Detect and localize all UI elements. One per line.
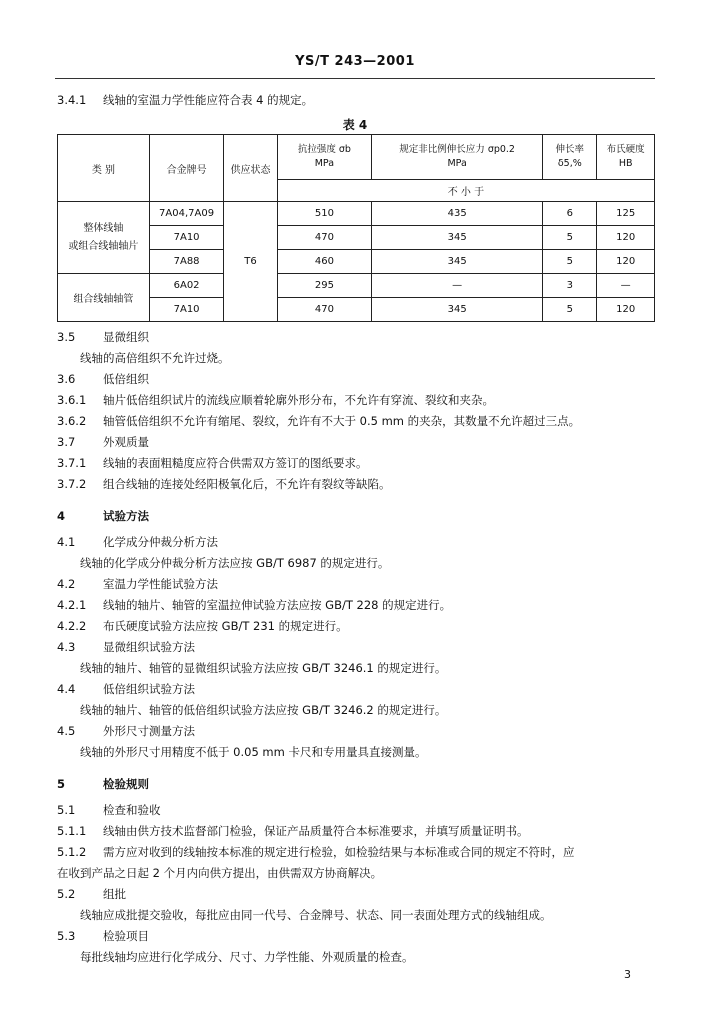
cell-tensile: 470 xyxy=(277,226,371,250)
cell-hardness: 120 xyxy=(597,250,655,274)
clause-line xyxy=(57,371,149,387)
clause-line xyxy=(57,455,368,471)
cell-yield: 345 xyxy=(371,226,542,250)
clause-text: 检验规则 xyxy=(103,777,149,791)
clause-number: 4.3 xyxy=(57,640,76,654)
page-number: 3 xyxy=(624,968,631,981)
clause-text: 组合线轴的连接处经阳极氧化后，不允许有裂纹等缺陷。 xyxy=(103,477,391,491)
clause-line xyxy=(57,723,195,739)
cell-tensile: 510 xyxy=(277,202,371,226)
clause-number: 3.6 xyxy=(57,372,76,386)
clause-line xyxy=(57,476,391,492)
cell-tensile: 470 xyxy=(277,298,371,322)
clause-line xyxy=(57,802,161,818)
cell-hardness: 120 xyxy=(597,226,655,250)
clause-number: 4.2 xyxy=(57,577,76,591)
cell-elongation: 5 xyxy=(543,226,597,250)
cell-elongation: 5 xyxy=(543,250,597,274)
clause-number: 3.7 xyxy=(57,435,76,449)
clause-text: 组批 xyxy=(103,887,126,901)
cell-tensile: 460 xyxy=(277,250,371,274)
header-tensile-label: 抗拉强度 σb xyxy=(297,143,351,155)
clause-number: 5.3 xyxy=(57,929,76,943)
clause-line xyxy=(57,681,195,697)
header-yield xyxy=(371,135,542,180)
cell-yield: — xyxy=(371,274,542,298)
clause-line xyxy=(80,907,552,923)
header-hardness xyxy=(597,135,655,180)
clause-line xyxy=(57,534,218,550)
header-yield-label: 规定非比例伸长应力 σp0.2 xyxy=(399,143,515,155)
clause-line xyxy=(57,329,149,345)
clause-number: 3.6.2 xyxy=(57,414,87,428)
clause-number: 3.5 xyxy=(57,330,76,344)
header-hardness-unit: HB xyxy=(618,157,633,169)
table-caption: 表 4 xyxy=(342,118,368,132)
clause-line xyxy=(80,555,389,571)
clause-text: 线轴的表面粗糙度应符合供需双方签订的图纸要求。 xyxy=(103,456,368,470)
header-alloy: 合金牌号 xyxy=(149,135,223,202)
clause-number: 4.5 xyxy=(57,724,76,738)
mechanical-properties-table xyxy=(57,134,655,322)
cell-yield: 435 xyxy=(371,202,542,226)
standard-header: YS/T 243—2001 xyxy=(295,54,415,69)
clause-number: 3.4.1 xyxy=(57,93,87,107)
clause-line xyxy=(80,949,414,965)
clause-3-4-1 xyxy=(57,92,313,108)
header-tensile xyxy=(277,135,371,180)
clause-text: 显微组织试验方法 xyxy=(103,640,195,654)
clause-text: 线轴的化学成分仲裁分析方法应按 GB/T 6987 的规定进行。 xyxy=(80,556,390,570)
clause-text: 外观质量 xyxy=(103,435,149,449)
clause-text: 轴片低倍组织试片的流线应顺着轮廓外形分布，不允许有穿流、裂纹和夹杂。 xyxy=(103,393,494,407)
cell-tensile: 295 xyxy=(277,274,371,298)
clause-line xyxy=(57,865,382,881)
clause-text: 外形尺寸测量方法 xyxy=(103,724,195,738)
clause-text: 在收到产品之日起 2 个月内向供方提出，由供需双方协商解决。 xyxy=(57,866,383,880)
clause-line xyxy=(57,413,580,429)
cell-alloy: 6A02 xyxy=(149,274,223,298)
header-hardness-label: 布氏硬度 xyxy=(606,143,645,155)
header-tensile-unit: MPa xyxy=(314,157,335,169)
cell-alloy: 7A04,7A09 xyxy=(149,202,223,226)
clause-line xyxy=(57,844,575,860)
clause-text: 线轴的轴片、轴管的显微组织试验方法应按 GB/T 3246.1 的规定进行。 xyxy=(80,661,447,675)
clause-number: 4.4 xyxy=(57,682,76,696)
header-minimum: 不 小 于 xyxy=(277,179,654,202)
cell-hardness: — xyxy=(597,274,655,298)
clause-line xyxy=(57,576,218,592)
clause-number: 5.1.1 xyxy=(57,824,87,838)
header-yield-unit: MPa xyxy=(447,157,467,169)
clause-text: 线轴的轴片、轴管的低倍组织试验方法应按 GB/T 3246.2 的规定进行。 xyxy=(80,703,447,717)
clause-text: 试验方法 xyxy=(103,509,149,523)
clause-number: 3.7.1 xyxy=(57,456,87,470)
clause-line xyxy=(80,660,446,676)
clause-text: 化学成分仲裁分析方法 xyxy=(103,535,218,549)
clause-text: 线轴由供方技术监督部门检验，保证产品质量符合本标准要求，并填写质量证明书。 xyxy=(103,824,529,838)
clause-number: 4.2.1 xyxy=(57,598,87,612)
clause-line xyxy=(80,702,446,718)
clause-number: 5.1 xyxy=(57,803,76,817)
clause-text: 显微组织 xyxy=(103,330,149,344)
clause-text: 检验项目 xyxy=(103,929,149,943)
clause-number: 4 xyxy=(57,509,66,523)
clause-text: 检查和验收 xyxy=(103,803,161,817)
cell-alloy: 7A10 xyxy=(149,226,223,250)
clause-number: 4.1 xyxy=(57,535,76,549)
section-heading xyxy=(57,776,149,792)
group-category-1: 整体线轴 或组合线轴轴片 xyxy=(58,202,150,274)
clause-line xyxy=(80,744,426,760)
clause-number: 5.2 xyxy=(57,887,76,901)
clause-number: 5 xyxy=(57,777,66,791)
header-category: 类 别 xyxy=(58,135,150,202)
clause-line xyxy=(57,597,451,613)
clause-text: 线轴的轴片、轴管的室温拉伸试验方法应按 GB/T 228 的规定进行。 xyxy=(103,598,452,612)
clause-text: 需方应对收到的线轴按本标准的规定进行检验，如检验结果与本标准或合同的规定不符时，应 xyxy=(103,845,575,859)
cell-elongation: 3 xyxy=(543,274,597,298)
clause-text: 线轴的室温力学性能应符合表 4 的规定。 xyxy=(103,93,314,107)
clause-text: 布氏硬度试验方法应按 GB/T 231 的规定进行。 xyxy=(103,619,348,633)
cell-elongation: 6 xyxy=(543,202,597,226)
clause-line xyxy=(80,350,230,366)
clause-line xyxy=(57,823,529,839)
cell-yield: 345 xyxy=(371,298,542,322)
clause-text: 轴管低倍组织不允许有缩尾、裂纹，允许有不大于 0.5 mm 的夹杂，其数量不允许超过三点。 xyxy=(103,414,581,428)
cell-hardness: 120 xyxy=(597,298,655,322)
clause-line xyxy=(57,886,126,902)
group-category-2: 组合线轴轴管 xyxy=(58,274,150,322)
cell-alloy: 7A10 xyxy=(149,298,223,322)
clause-text: 线轴应成批提交验收，每批应由同一代号、合金牌号、状态、同一表面处理方式的线轴组成。 xyxy=(80,908,552,922)
header-elongation-unit: δ5,% xyxy=(557,157,582,169)
section-heading xyxy=(57,508,149,524)
clause-line xyxy=(57,639,195,655)
clause-number: 3.7.2 xyxy=(57,477,87,491)
clause-number: 3.6.1 xyxy=(57,393,87,407)
clause-number: 5.1.2 xyxy=(57,845,87,859)
clause-number: 4.2.2 xyxy=(57,619,87,633)
cell-yield: 345 xyxy=(371,250,542,274)
header-temper: 供应状态 xyxy=(224,135,278,202)
cell-alloy: 7A88 xyxy=(149,250,223,274)
clause-text: 低倍组织 xyxy=(103,372,149,386)
clause-line xyxy=(57,392,494,408)
header-elongation-label: 伸长率 xyxy=(555,143,585,155)
clause-line xyxy=(57,434,149,450)
header-elongation xyxy=(543,135,597,180)
header-rule xyxy=(55,78,655,79)
clause-text: 室温力学性能试验方法 xyxy=(103,577,218,591)
clause-text: 线轴的外形尺寸用精度不低于 0.05 mm 卡尺和专用量具直接测量。 xyxy=(80,745,427,759)
clause-line xyxy=(57,618,348,634)
clause-text: 低倍组织试验方法 xyxy=(103,682,195,696)
clause-line xyxy=(57,928,149,944)
cell-hardness: 125 xyxy=(597,202,655,226)
clause-text: 每批线轴均应进行化学成分、尺寸、力学性能、外观质量的检查。 xyxy=(80,950,414,964)
cell-elongation: 5 xyxy=(543,298,597,322)
cell-temper: T6 xyxy=(224,202,278,322)
clause-text: 线轴的高倍组织不允许过烧。 xyxy=(80,351,230,365)
